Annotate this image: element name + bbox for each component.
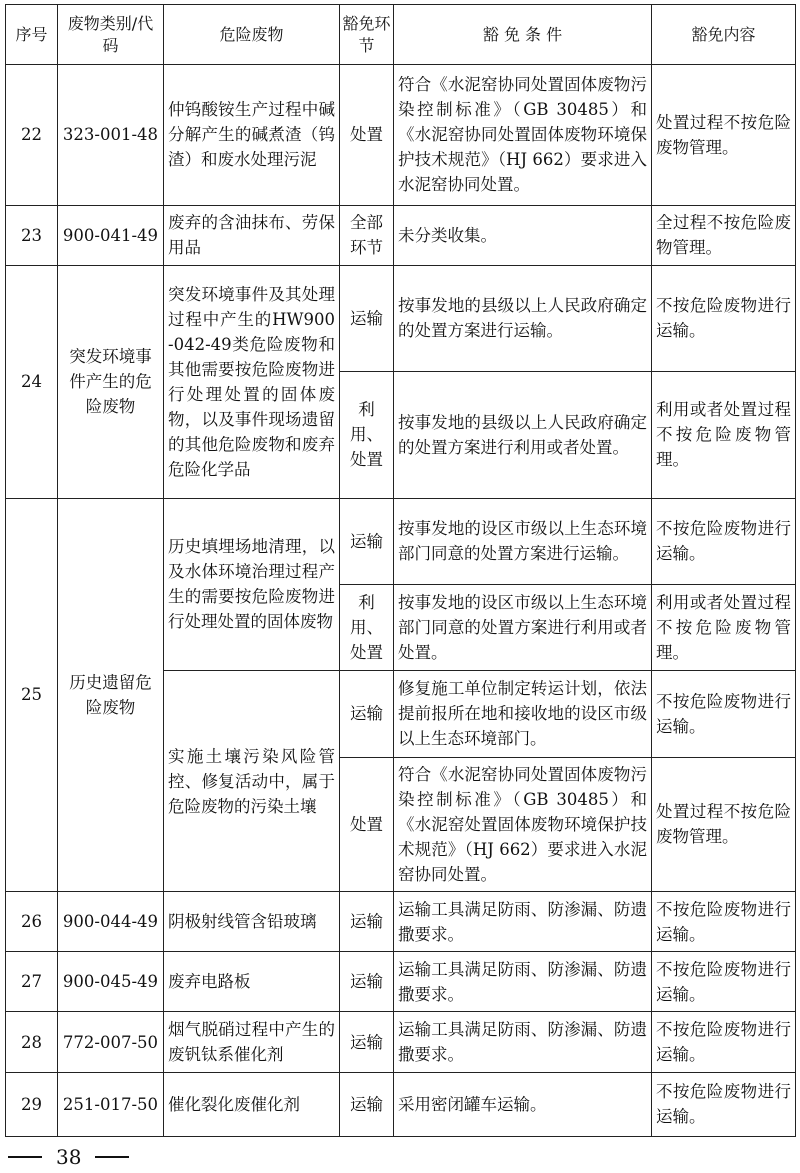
content-cell: 不按危险废物进行运输。	[652, 952, 796, 1012]
code-cell: 900-045-49	[58, 952, 164, 1012]
seq-cell: 28	[6, 1012, 58, 1072]
link-cell: 运输	[340, 1072, 394, 1136]
link-cell: 运输	[340, 498, 394, 584]
content-cell: 全过程不按危险废物管理。	[652, 205, 796, 265]
link-cell: 利用、处置	[340, 584, 394, 670]
condition-cell: 按事发地的县级以上人民政府确定的处置方案进行利用或者处置。	[394, 372, 652, 498]
link-cell: 处置	[340, 65, 394, 206]
content-cell: 不按危险废物进行运输。	[652, 1072, 796, 1136]
table-row-28	[6, 1012, 796, 1072]
table-header-row	[6, 5, 796, 65]
waste-cell: 阴极射线管含铅玻璃	[164, 892, 340, 952]
waste-cell: 烟气脱硝过程中产生的废钒钛系催化剂	[164, 1012, 340, 1072]
waste-cell: 废弃的含油抹布、劳保用品	[164, 205, 340, 265]
condition-cell: 符合《水泥窑协同处置固体废物污染控制标准》（GB 30485）和《水泥窑处置固体废物环境保护技术规范》（HJ 662）要求进入水泥窑协同处置。	[394, 757, 652, 892]
condition-cell: 采用密闭罐车运输。	[394, 1072, 652, 1136]
waste-cell: 突发环境事件及其处理过程中产生的HW900-042-49类危险废物和其他需要按危险废物进行处理处置的固体废物，以及事件现场遗留的其他危险废物和废弃危险化学品	[164, 265, 340, 498]
link-cell: 运输	[340, 265, 394, 371]
code-cell: 900-041-49	[58, 205, 164, 265]
code-cell: 323-001-48	[58, 65, 164, 206]
condition-cell: 运输工具满足防雨、防渗漏、防遗撒要求。	[394, 1012, 652, 1072]
link-cell: 运输	[340, 952, 394, 1012]
table-row-25	[6, 498, 796, 584]
table-row-23	[6, 205, 796, 265]
condition-cell: 未分类收集。	[394, 205, 652, 265]
seq-cell: 27	[6, 952, 58, 1012]
content-cell: 处置过程不按危险废物管理。	[652, 65, 796, 206]
content-cell: 利用或者处置过程不按危险废物管理。	[652, 372, 796, 498]
header-category: 废物类别/代码	[58, 5, 164, 65]
link-cell: 运输	[340, 671, 394, 757]
table-row-24	[6, 265, 796, 371]
link-cell: 处置	[340, 757, 394, 892]
seq-cell: 26	[6, 892, 58, 952]
exemption-table	[5, 4, 796, 1137]
content-cell: 利用或者处置过程不按危险废物管理。	[652, 584, 796, 670]
seq-cell: 23	[6, 205, 58, 265]
waste-cell: 仲钨酸铵生产过程中碱分解产生的碱煮渣（钨渣）和废水处理污泥	[164, 65, 340, 206]
waste-cell: 催化裂化废催化剂	[164, 1072, 340, 1136]
condition-cell: 修复施工单位制定转运计划，依法提前报所在地和接收地的设区市级以上生态环境部门。	[394, 671, 652, 757]
page-number: 38	[56, 1145, 82, 1169]
header-content: 豁免内容	[652, 5, 796, 65]
content-cell: 处置过程不按危险废物管理。	[652, 757, 796, 892]
condition-cell: 按事发地的县级以上人民政府确定的处置方案进行运输。	[394, 265, 652, 371]
header-condition: 豁 免 条 件	[394, 5, 652, 65]
waste-cell: 实施土壤污染风险管控、修复活动中，属于危险废物的污染土壤	[164, 671, 340, 892]
code-cell: 251-017-50	[58, 1072, 164, 1136]
content-cell: 不按危险废物进行运输。	[652, 498, 796, 584]
page-footer	[8, 1145, 129, 1169]
content-cell: 不按危险废物进行运输。	[652, 671, 796, 757]
seq-cell: 24	[6, 265, 58, 498]
condition-cell: 按事发地的设区市级以上生态环境部门同意的处置方案进行利用或者处置。	[394, 584, 652, 670]
table-row-22	[6, 65, 796, 206]
table-row-29	[6, 1072, 796, 1136]
link-cell: 全部环节	[340, 205, 394, 265]
condition-cell: 符合《水泥窑协同处置固体废物污染控制标准》（GB 30485）和《水泥窑协同处置固体废物环境保护技术规范》（HJ 662）要求进入水泥窑协同处置。	[394, 65, 652, 206]
table-row-27	[6, 952, 796, 1012]
content-cell: 不按危险废物进行运输。	[652, 892, 796, 952]
condition-cell: 按事发地的设区市级以上生态环境部门同意的处置方案进行运输。	[394, 498, 652, 584]
link-cell: 运输	[340, 892, 394, 952]
link-cell: 运输	[340, 1012, 394, 1072]
seq-cell: 25	[6, 498, 58, 891]
table-row-26	[6, 892, 796, 952]
code-cell: 900-044-49	[58, 892, 164, 952]
seq-cell: 29	[6, 1072, 58, 1136]
waste-cell: 历史填埋场地清理，以及水体环境治理过程产生的需要按危险废物进行处理处置的固体废物	[164, 498, 340, 671]
condition-cell: 运输工具满足防雨、防渗漏、防遗撒要求。	[394, 952, 652, 1012]
link-cell: 利用、处置	[340, 372, 394, 498]
content-cell: 不按危险废物进行运输。	[652, 1012, 796, 1072]
content-cell: 不按危险废物进行运输。	[652, 265, 796, 371]
code-cell: 772-007-50	[58, 1012, 164, 1072]
header-link: 豁免环节	[340, 5, 394, 65]
code-cell: 历史遗留危险废物	[58, 498, 164, 891]
code-cell: 突发环境事件产生的危险废物	[58, 265, 164, 498]
footer-dash-right	[95, 1156, 129, 1158]
seq-cell: 22	[6, 65, 58, 206]
waste-cell: 废弃电路板	[164, 952, 340, 1012]
footer-dash-left	[8, 1156, 42, 1158]
condition-cell: 运输工具满足防雨、防渗漏、防遗撒要求。	[394, 892, 652, 952]
header-seq: 序号	[6, 5, 58, 65]
header-waste: 危险废物	[164, 5, 340, 65]
